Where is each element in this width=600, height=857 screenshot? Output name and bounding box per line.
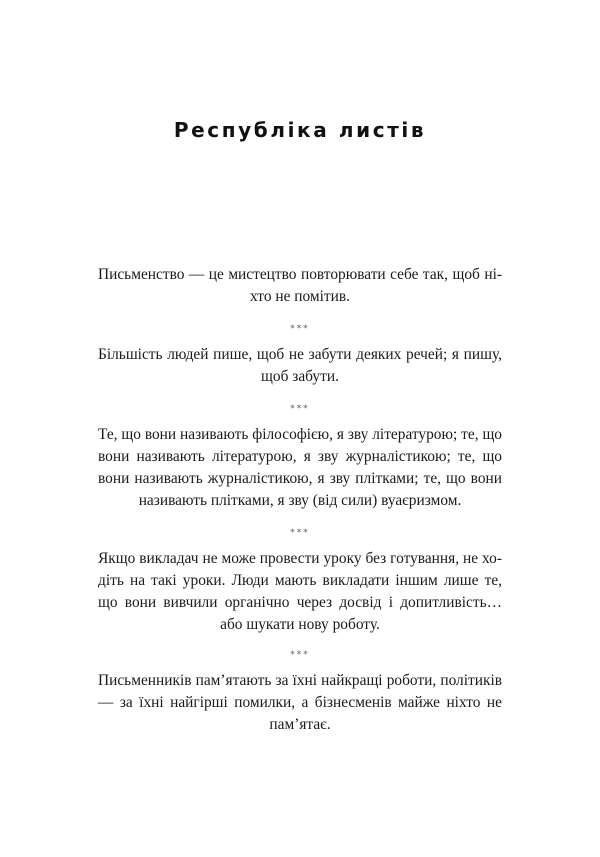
aphorism-2: Більшість людей пише, щоб не забути деяких речей; я пишу, щоб забути. (98, 346, 502, 385)
separator-3: *** (290, 528, 310, 538)
aphorism-1: Письменство — це мистецтво повторювати себе так, щоб ніхто не помітив. (98, 266, 502, 305)
aphorism-3: Те, що вони називають філософією, я зву літературою; те, що вони називають літературою, я зву журналістикою; те, що вони називають журналістикою, я зву плітками; те, що вони називають плітками, я зву (від сили) вуаєризмом. (98, 426, 502, 509)
aphorism-4: Якщо викладач не може провести уроку без готування, не ходіть на такі уроки. Люди мають викладати іншим лише те, що вони вивчили органічно через досвід і допитливість… або шукати нову роботу. (98, 550, 502, 633)
separator-1: *** (290, 324, 310, 334)
separator-2: *** (290, 404, 310, 414)
separator-4: *** (290, 650, 310, 660)
chapter-title: Республіка листів (173, 118, 427, 142)
aphorism-5: Письменників пам’ятають за їхні найкращі роботи, політиків — за їхні найгірші помилки, а бізнесменів майже ніхто не пам’ятає. (98, 672, 502, 733)
